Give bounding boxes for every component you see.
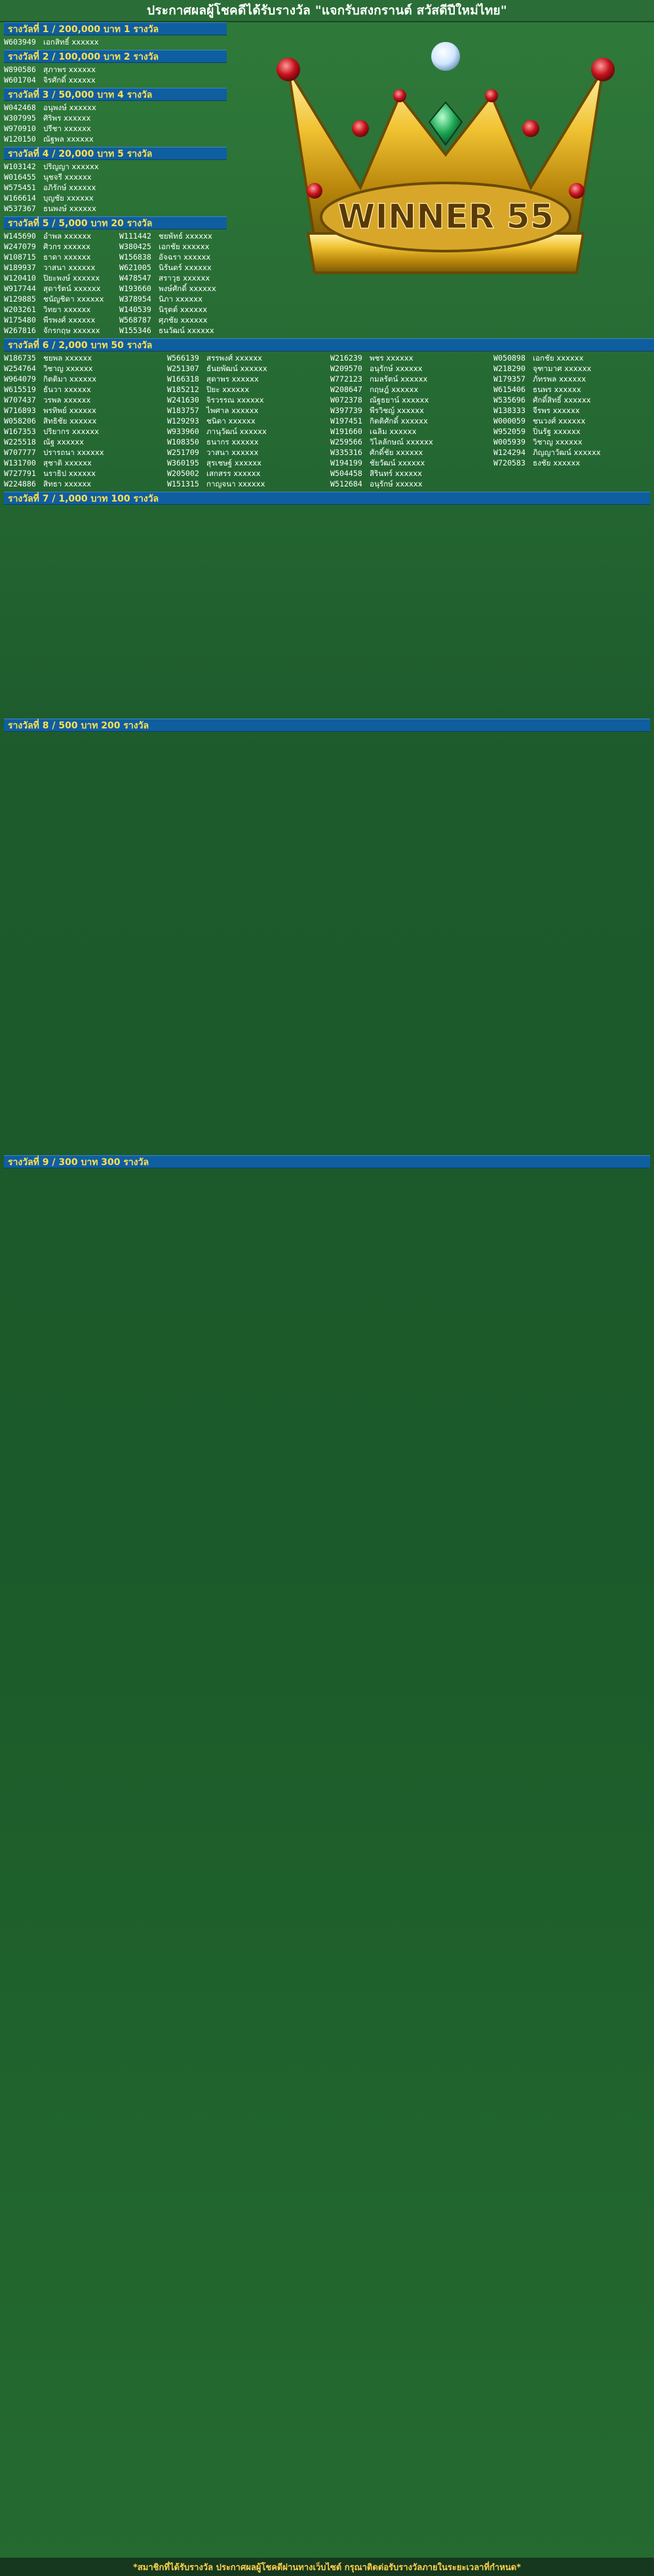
winner-name: ปิ่นรัฐ xxxxxx	[533, 427, 581, 436]
prize-section	[4, 147, 227, 216]
winner-row	[493, 395, 649, 405]
member-code: W251307	[167, 364, 199, 373]
member-code: W251709	[167, 448, 199, 457]
winner-name: กฤษฎ์ xxxxxx	[370, 385, 419, 394]
member-code: W601704	[4, 75, 36, 85]
winner-name: ธนากร xxxxxx	[206, 437, 259, 446]
member-code: W183757	[167, 406, 199, 415]
winner-name: ณัฐ xxxxxx	[43, 437, 85, 446]
member-code: W193660	[119, 284, 151, 293]
prize-section-header: รางวัลที่ 8 / 500 บาท 200 รางวัล	[4, 719, 650, 732]
winner-row	[330, 374, 486, 384]
winner-row	[4, 172, 227, 182]
member-code: W267816	[4, 326, 36, 335]
member-code: W603949	[4, 37, 36, 47]
winner-row	[4, 458, 159, 468]
prize-section	[4, 492, 650, 719]
winner-name: อัจฉรา xxxxxx	[159, 252, 211, 262]
member-code: W259566	[330, 437, 362, 446]
prize-section-header: รางวัลที่ 9 / 300 บาท 300 รางวัล	[4, 1155, 650, 1168]
winner-name: ปิยะพงษ์ xxxxxx	[43, 273, 100, 283]
member-code: W129885	[4, 294, 36, 304]
member-code: W970910	[4, 124, 36, 133]
winner-name: ปิยะ xxxxxx	[206, 385, 250, 394]
member-code: W058206	[4, 416, 36, 426]
member-code: W108350	[167, 437, 199, 446]
winner-name: สรรพงศ์ xxxxxx	[206, 353, 263, 363]
winner-name: สุรเชษฐ์ xxxxxx	[206, 458, 262, 467]
member-code: W216239	[330, 353, 362, 363]
winner-name: ธงชัย xxxxxx	[533, 458, 581, 467]
winner-row	[4, 203, 227, 214]
member-code: W254764	[4, 364, 36, 373]
member-code: W535696	[493, 395, 526, 405]
winner-name: ปรีชา xxxxxx	[43, 124, 91, 133]
winner-name: อนุรักษ์ xxxxxx	[370, 479, 423, 488]
member-code: W890586	[4, 65, 36, 74]
winner-row	[167, 447, 322, 458]
prize-section-header: รางวัลที่ 2 / 100,000 บาท 2 รางวัล	[4, 50, 227, 63]
member-code: W191660	[330, 427, 362, 436]
winner-row	[4, 426, 159, 437]
winner-name: เอกชัย xxxxxx	[533, 353, 584, 363]
winner-name: วิทยา xxxxxx	[43, 305, 91, 314]
winner-name: จักรกฤษ xxxxxx	[43, 326, 100, 335]
winner-name: สุดารัตน์ xxxxxx	[43, 284, 101, 293]
winner-name: กมลรัตน์ xxxxxx	[370, 374, 428, 384]
winner-row	[4, 123, 227, 134]
winner-row	[330, 479, 486, 489]
winner-row	[4, 315, 111, 325]
winner-name: สุภาพร xxxxxx	[43, 65, 96, 74]
winner-row	[119, 325, 227, 336]
member-code: W000059	[493, 416, 526, 426]
winner-name: ปริญญา xxxxxx	[43, 162, 99, 171]
winner-row	[119, 304, 227, 315]
winner-name: จุฑามาศ xxxxxx	[533, 364, 592, 373]
winner-row	[493, 458, 649, 468]
winner-row	[167, 374, 322, 384]
member-code: W205002	[167, 469, 199, 478]
winner-name: พีรวิชญ์ xxxxxx	[370, 406, 424, 415]
winner-row	[330, 458, 486, 468]
winner-name: พีรพงศ์ xxxxxx	[43, 315, 96, 325]
prize-section-header: รางวัลที่ 4 / 20,000 บาท 5 รางวัล	[4, 147, 227, 160]
member-code: W615406	[493, 385, 526, 394]
winner-row	[330, 395, 486, 405]
prize-section	[4, 22, 227, 50]
member-code: W512684	[330, 479, 362, 488]
member-code: W360195	[167, 458, 199, 467]
winner-row	[167, 426, 322, 437]
winner-name: ชัยวัฒน์ xxxxxx	[370, 458, 425, 467]
winner-row	[119, 315, 227, 325]
winner-name: ชยพัทธ์ xxxxxx	[159, 231, 212, 241]
winner-row	[4, 374, 159, 384]
winner-row	[493, 353, 649, 363]
winner-row	[4, 283, 111, 294]
winner-list	[4, 1168, 650, 1802]
member-code: W716893	[4, 406, 36, 415]
winner-name: ศักดิ์ชัย xxxxxx	[370, 448, 423, 457]
member-code: W166318	[167, 374, 199, 384]
member-code: W129293	[167, 416, 199, 426]
winner-row	[4, 447, 159, 458]
prize-section	[4, 338, 654, 492]
winner-row	[330, 363, 486, 374]
winner-row	[4, 161, 227, 172]
winner-name: สุดาพร xxxxxx	[206, 374, 259, 384]
member-code: W103142	[4, 162, 36, 171]
winner-row	[4, 479, 159, 489]
winner-name: วิไลลักษณ์ xxxxxx	[370, 437, 433, 446]
winner-row	[167, 479, 322, 489]
winner-name: นิรุตต์ xxxxxx	[159, 305, 208, 314]
member-code: W005939	[493, 437, 526, 446]
winner-name: พรทิพย์ xxxxxx	[43, 406, 96, 415]
winner-name: อนุพงษ์ xxxxxx	[43, 103, 96, 112]
member-code: W772123	[330, 374, 362, 384]
winner-row	[4, 231, 111, 241]
member-code: W933960	[167, 427, 199, 436]
member-code: W140539	[119, 305, 151, 314]
prize-section-header: รางวัลที่ 1 / 200,000 บาท 1 รางวัล	[4, 22, 227, 35]
winner-list	[4, 35, 227, 50]
winner-name: นิรันดร์ xxxxxx	[159, 263, 212, 272]
member-code: W917744	[4, 284, 36, 293]
member-code: W209570	[330, 364, 362, 373]
winner-name: เฉลิม xxxxxx	[370, 427, 417, 436]
winner-name: จิรวรรณ xxxxxx	[206, 395, 264, 405]
winner-name: พชร xxxxxx	[370, 353, 414, 363]
winner-row	[167, 416, 322, 426]
member-code: W050898	[493, 353, 526, 363]
winner-name: ณัฐธยาน์ xxxxxx	[370, 395, 429, 405]
member-code: W335316	[330, 448, 362, 457]
winner-row	[4, 241, 111, 252]
winner-row	[167, 384, 322, 395]
winner-row	[330, 416, 486, 426]
member-code: W189937	[4, 263, 36, 272]
member-code: W952059	[493, 427, 526, 436]
winner-row	[330, 405, 486, 416]
winner-row	[167, 458, 322, 468]
member-code: W307995	[4, 113, 36, 123]
winner-name: จีรพร xxxxxx	[533, 406, 580, 415]
winner-name: บุญชัย xxxxxx	[43, 193, 94, 203]
prize-section	[4, 216, 227, 338]
winner-row	[4, 416, 159, 426]
winner-row	[493, 363, 649, 374]
winner-name: ภิญญาวัฒน์ xxxxxx	[533, 448, 601, 457]
winner-row	[4, 304, 111, 315]
winner-name: ชยพล xxxxxx	[43, 353, 92, 363]
member-code: W131700	[4, 458, 36, 467]
member-code: W186735	[4, 353, 36, 363]
winner-name: ศุภชัย xxxxxx	[159, 315, 208, 325]
winner-name: วาสนา xxxxxx	[206, 448, 259, 457]
winner-name: นิภา xxxxxx	[159, 294, 202, 304]
member-code: W727791	[4, 469, 36, 478]
member-code: W203261	[4, 305, 36, 314]
member-code: W194199	[330, 458, 362, 467]
winner-row	[4, 134, 227, 144]
winner-name: ธาดา xxxxxx	[43, 252, 91, 262]
winner-name: สิรินทร์ xxxxxx	[370, 469, 422, 478]
winner-name: พงษ์ศักดิ์ xxxxxx	[159, 284, 216, 293]
winner-name: ไพศาล xxxxxx	[206, 406, 259, 415]
winner-row	[4, 294, 111, 304]
brand-text: WINNER 55	[337, 197, 554, 237]
winner-row	[493, 447, 649, 458]
winner-name: ปรารถนา xxxxxx	[43, 448, 104, 457]
prize-section-header: รางวัลที่ 3 / 50,000 บาท 4 รางวัล	[4, 88, 227, 101]
member-code: W537367	[4, 204, 36, 213]
winner-list	[4, 505, 650, 719]
winner-name: กิตติมา xxxxxx	[43, 374, 97, 384]
member-code: W478547	[119, 273, 151, 283]
page-title: ประกาศผลผู้โชคดีได้รับรางวัล "แจกรับสงกรานต์ สวัสดีปีใหม่ไทย"	[0, 0, 654, 22]
winner-name: ภานุวัฒน์ xxxxxx	[206, 427, 267, 436]
member-code: W124294	[493, 448, 526, 457]
winner-row	[4, 182, 227, 193]
winner-row	[167, 353, 322, 363]
member-code: W224886	[4, 479, 36, 488]
winner-name: เสกสรร xxxxxx	[206, 469, 261, 478]
winner-name: ธนวัฒน์ xxxxxx	[159, 326, 214, 335]
winner-list	[4, 229, 227, 338]
winner-row	[493, 374, 649, 384]
member-code: W225518	[4, 437, 36, 446]
winner-row	[330, 447, 486, 458]
member-code: W108715	[4, 252, 36, 262]
winner-name: ศักดิ์สิทธิ์ xxxxxx	[533, 395, 591, 405]
winner-name: ปริยากร xxxxxx	[43, 427, 99, 436]
member-code: W156838	[119, 252, 151, 262]
member-code: W179357	[493, 374, 526, 384]
winner-list	[4, 160, 227, 216]
winner-row	[4, 273, 111, 283]
winner-list	[4, 732, 650, 1155]
prize-section	[4, 719, 650, 1155]
member-code: W185212	[167, 385, 199, 394]
member-code: W072378	[330, 395, 362, 405]
member-code: W720583	[493, 458, 526, 467]
winner-row	[119, 231, 227, 241]
member-code: W151315	[167, 479, 199, 488]
winner-row	[330, 384, 486, 395]
member-code: W707437	[4, 395, 36, 405]
winner-row	[4, 252, 111, 262]
winner-name: ภัทรพล xxxxxx	[533, 374, 587, 384]
member-code: W120410	[4, 273, 36, 283]
member-code: W167353	[4, 427, 36, 436]
winner-name: วิชาญ xxxxxx	[533, 437, 583, 446]
winner-row	[119, 262, 227, 273]
winner-row	[330, 468, 486, 479]
winner-row	[4, 353, 159, 363]
member-code: W208647	[330, 385, 362, 394]
winner-row	[493, 384, 649, 395]
winner-name: เอกชัย xxxxxx	[159, 242, 210, 251]
winner-row	[4, 37, 227, 47]
winners-content	[0, 22, 654, 1802]
member-code: W247079	[4, 242, 36, 251]
winner-name: วาสนา xxxxxx	[43, 263, 96, 272]
member-code: W378954	[119, 294, 151, 304]
winner-list	[4, 351, 654, 492]
member-code: W380425	[119, 242, 151, 251]
winner-name: อำพล xxxxxx	[43, 231, 92, 241]
member-code: W568787	[119, 315, 151, 325]
winner-row	[167, 395, 322, 405]
winner-name: ชนวงศ์ xxxxxx	[533, 416, 586, 426]
winner-row	[4, 437, 159, 447]
member-code: W241630	[167, 395, 199, 405]
prize-section-header: รางวัลที่ 5 / 5,000 บาท 20 รางวัล	[4, 216, 227, 229]
winner-row	[119, 241, 227, 252]
winner-name: ศิริพร xxxxxx	[43, 113, 91, 123]
prize-section	[4, 50, 227, 88]
winner-name: ธันวา xxxxxx	[43, 385, 91, 394]
winner-row	[493, 416, 649, 426]
member-code: W566139	[167, 353, 199, 363]
winner-name: เอกสิทธิ์ xxxxxx	[43, 37, 99, 47]
member-code: W197451	[330, 416, 362, 426]
winner-row	[4, 64, 227, 75]
winner-row	[4, 75, 227, 85]
winner-name: กาญจนา xxxxxx	[206, 479, 265, 488]
prize-section	[4, 1155, 650, 1802]
winner-row	[167, 468, 322, 479]
member-code: W138333	[493, 406, 526, 415]
member-code: W707777	[4, 448, 36, 457]
winner-row	[167, 363, 322, 374]
winner-name: ชนิดา xxxxxx	[206, 416, 256, 426]
member-code: W575451	[4, 183, 36, 192]
winner-row	[4, 395, 159, 405]
member-code: W166614	[4, 193, 36, 203]
winner-row	[167, 437, 322, 447]
member-code: W016455	[4, 172, 36, 182]
winner-row	[4, 384, 159, 395]
member-code: W397739	[330, 406, 362, 415]
winner-row	[4, 262, 111, 273]
winner-row	[4, 113, 227, 123]
prize-section-header: รางวัลที่ 6 / 2,000 บาท 50 รางวัล	[4, 338, 654, 351]
winner-row	[4, 193, 227, 203]
winner-name: ธนพร xxxxxx	[533, 385, 581, 394]
member-code: W504458	[330, 469, 362, 478]
winner-name: วรพล xxxxxx	[43, 395, 91, 405]
winner-name: อนุรักษ์ xxxxxx	[370, 364, 423, 373]
winner-name: ณัฐพล xxxxxx	[43, 134, 94, 144]
member-code: W145690	[4, 231, 36, 241]
winner-name: วิชาญ xxxxxx	[43, 364, 93, 373]
winner-row	[4, 102, 227, 113]
winner-name: สิทธา xxxxxx	[43, 479, 92, 488]
winner-row	[4, 363, 159, 374]
member-code: W042468	[4, 103, 36, 112]
winner-row	[119, 273, 227, 283]
prize-section-header: รางวัลที่ 7 / 1,000 บาท 100 รางวัล	[4, 492, 650, 505]
winner-list	[4, 101, 227, 147]
winner-row	[167, 405, 322, 416]
winner-row	[330, 426, 486, 437]
winner-name: สุชาติ xxxxxx	[43, 458, 92, 467]
winner-name: ชนัญชิดา xxxxxx	[43, 294, 104, 304]
winner-row	[4, 405, 159, 416]
winner-row	[493, 437, 649, 447]
winner-row	[119, 252, 227, 262]
member-code: W175480	[4, 315, 36, 325]
winner-name: อภิรักษ์ xxxxxx	[43, 183, 96, 192]
winner-name: สราวุธ xxxxxx	[159, 273, 210, 283]
winner-row	[493, 426, 649, 437]
winner-row	[493, 405, 649, 416]
winner-row	[4, 325, 111, 336]
winner-name: สิทธิชัย xxxxxx	[43, 416, 97, 426]
member-code: W218290	[493, 364, 526, 373]
winner-name: ธนพงษ์ xxxxxx	[43, 204, 96, 213]
winner-name: กิตติศักดิ์ xxxxxx	[370, 416, 428, 426]
member-code: W111442	[119, 231, 151, 241]
winner-row	[330, 437, 486, 447]
footer-note: *สมาชิกที่ได้รับรางวัล ประกาศผลผู้โชคดีผ่านทางเว็บไซต์ กรุณาติดต่อรับรางวัลภายในระยะเวลาที่กำหนด*	[0, 2558, 654, 2576]
winner-list	[4, 63, 227, 88]
member-code: W615519	[4, 385, 36, 394]
winner-name: นราธิป xxxxxx	[43, 469, 96, 478]
member-code: W155346	[119, 326, 151, 335]
member-code: W964079	[4, 374, 36, 384]
winner-row	[4, 468, 159, 479]
member-code: W621005	[119, 263, 151, 272]
winner-row	[119, 294, 227, 304]
winner-row	[330, 353, 486, 363]
winner-name: ธันยพัฒน์ xxxxxx	[206, 364, 267, 373]
winner-name: จิรศักดิ์ xxxxxx	[43, 75, 96, 85]
member-code: W120150	[4, 134, 36, 144]
winner-row	[119, 283, 227, 294]
prize-section	[4, 88, 227, 147]
winner-name: ศิวกร xxxxxx	[43, 242, 90, 251]
winner-name: นุชจรี xxxxxx	[43, 172, 92, 182]
